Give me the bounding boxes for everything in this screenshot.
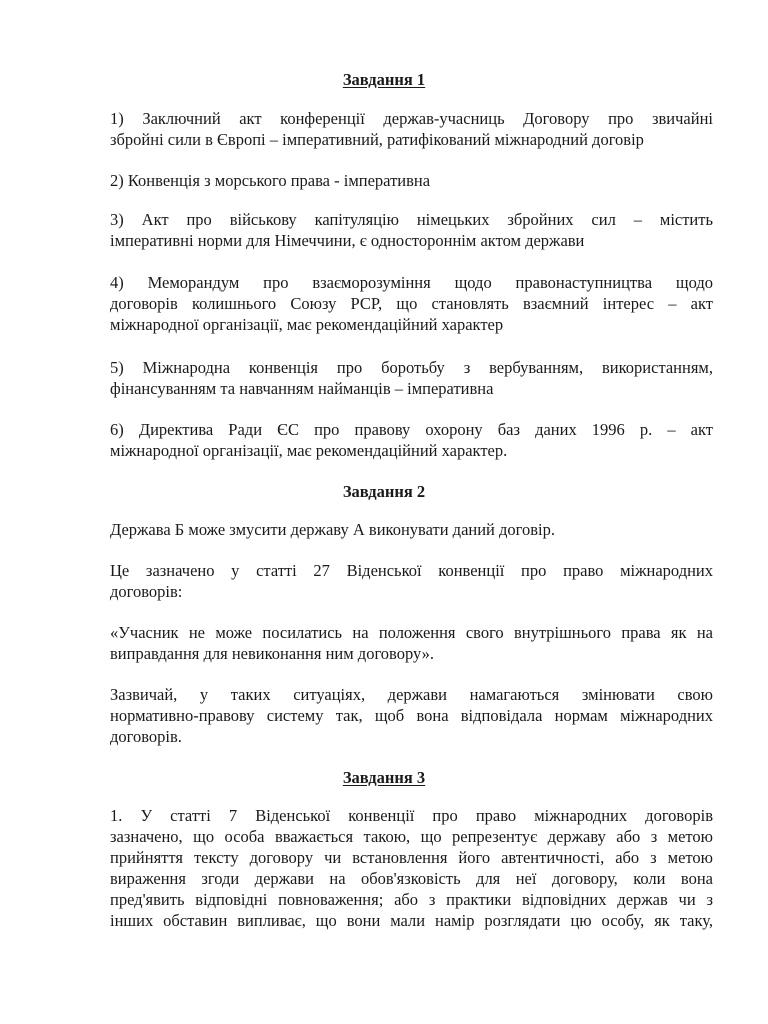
paragraph-2-4 — [110, 684, 713, 747]
text-line: договорів колишнього Союзу РСР, що становлять взаємний інтерес – акт — [110, 294, 713, 313]
text-line: договорів. — [110, 727, 182, 746]
section-heading-2: Завдання 2 — [342, 482, 426, 501]
text-line: збройні сили в Європі – імперативний, ратифікований міжнародний договір — [110, 130, 644, 149]
text-line: пред'явить відповідні повноваження; або з практики відповідних держав чи з — [110, 890, 713, 909]
text-line: 2) Конвенція з морського права - імперативна — [110, 171, 431, 190]
text-line: вираження згоди держави на обов'язковість для неї договору, коли вона — [110, 869, 713, 888]
text-line: «Учасник не може посилатись на положення свого внутрішнього права як на — [110, 623, 713, 642]
text-line: нормативно-правову систему так, щоб вона відповідала нормам міжнародних — [110, 706, 713, 725]
paragraph-1-3 — [110, 209, 713, 251]
paragraph-2-2 — [110, 560, 713, 602]
text-line: Держава Б може змусити державу А виконувати даний договір. — [110, 520, 556, 539]
paragraph-1-6 — [110, 419, 713, 461]
text-line: фінансуванням та навчанням найманців – імперативна — [110, 379, 494, 398]
paragraph-2-1 — [110, 519, 713, 540]
text-line: зазначено, що особа вважається такою, що репрезентує державу або з метою — [110, 827, 713, 846]
paragraph-1-4 — [110, 272, 713, 335]
text-line: інших обставин випливає, що вони мали намір розглядати цю особу, як таку, — [110, 911, 713, 930]
section-heading-1: Завдання 1 — [342, 70, 426, 89]
text-line: міжнародної організації, має рекомендаційний характер. — [110, 441, 508, 460]
text-line: 1) Заключний акт конференції держав-учасниць Договору про звичайні — [110, 109, 713, 128]
paragraph-1-2 — [110, 170, 713, 191]
text-line: 1. У статті 7 Віденської конвенції про право міжнародних договорів — [110, 806, 713, 825]
text-line: Зазвичай, у таких ситуаціях, держави намагаються змінювати свою — [110, 685, 713, 704]
paragraph-3-1 — [110, 805, 713, 931]
text-line: міжнародної організації, має рекомендаційний характер — [110, 315, 504, 334]
paragraph-2-3 — [110, 622, 713, 664]
text-line: прийняття тексту договору чи встановлення його автентичності, або з метою — [110, 848, 713, 867]
text-line: 6) Директива Ради ЄС про правову охорону баз даних 1996 р. – акт — [110, 420, 713, 439]
text-line: 5) Міжнародна конвенція про боротьбу з вербуванням, використанням, — [110, 358, 713, 377]
paragraph-1-1 — [110, 108, 713, 150]
text-line: договорів: — [110, 582, 183, 601]
section-heading-3: Завдання 3 — [342, 768, 426, 787]
text-line: імперативні норми для Німеччини, є одностороннім актом держави — [110, 231, 585, 250]
text-line: Це зазначено у статті 27 Віденської конвенції про право міжнародних — [110, 561, 713, 580]
text-line: 3) Акт про військову капітуляцію німецьких збройних сил – містить — [110, 210, 713, 229]
paragraph-1-5 — [110, 357, 713, 399]
text-line: виправдання для невиконання ним договору». — [110, 644, 435, 663]
text-line: 4) Меморандум про взаєморозуміння щодо правонаступництва щодо — [110, 273, 713, 292]
